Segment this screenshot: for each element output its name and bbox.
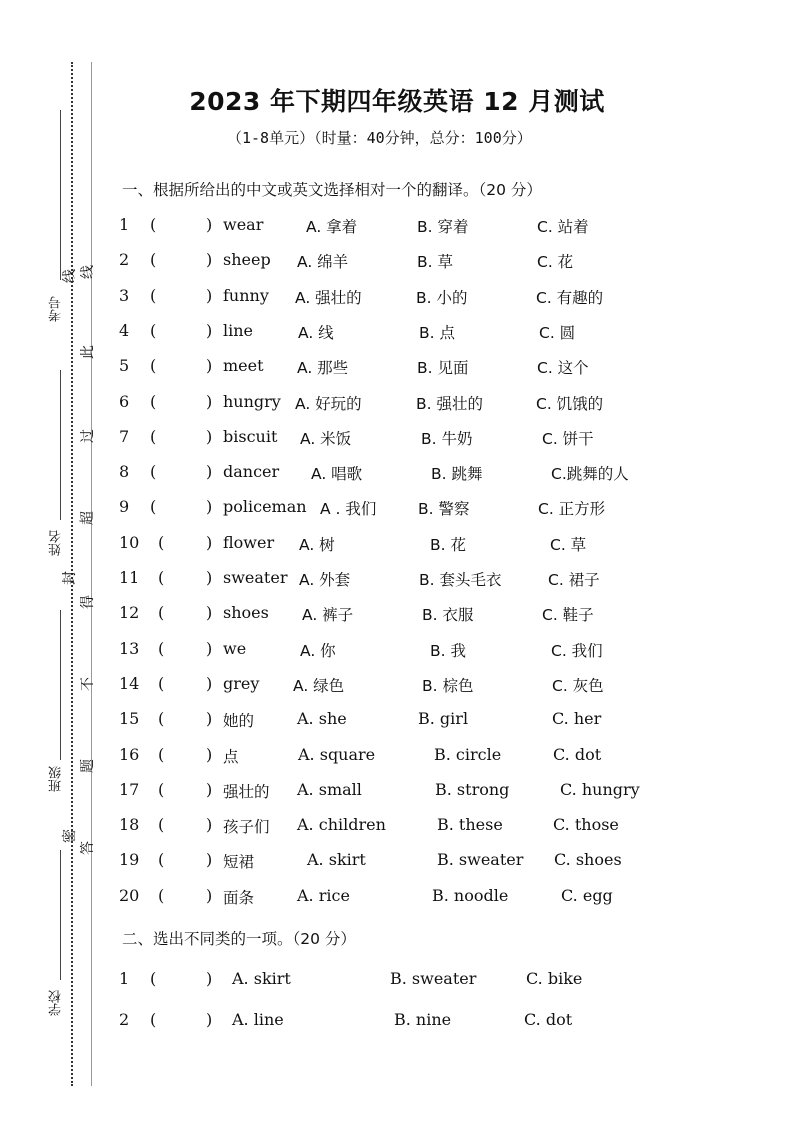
option-c: C. 正方形 [538, 500, 606, 519]
option-b: B. 草 [417, 253, 453, 272]
question-word: line [223, 320, 254, 340]
option-b: B. 小的 [416, 288, 468, 307]
answer-paren-close: ) [206, 497, 213, 517]
option-c: C. 站着 [537, 218, 589, 236]
question-word: we [223, 638, 247, 658]
school-blank-line [60, 850, 61, 980]
answer-paren-close: ) [206, 356, 213, 376]
option-c: C. those [553, 815, 619, 835]
question-word: funny [223, 285, 269, 305]
seal-text-char: 题 [80, 759, 96, 773]
option-c: C. 鞋子 [542, 606, 594, 625]
seal-secret-char: 密 [62, 829, 78, 843]
seal-text-char: 答 [80, 841, 96, 855]
question-word: 强壮的 [223, 782, 270, 801]
answer-paren-open: ( [150, 497, 157, 517]
seal-text-char: 得 [80, 595, 96, 609]
question-number: 2 [119, 250, 130, 270]
option-c: C. dot [553, 744, 602, 764]
answer-paren-open: ( [158, 673, 165, 693]
question-number: 11 [119, 568, 140, 587]
answer-paren-close: ) [206, 426, 213, 446]
option-c: C. 圆 [539, 323, 576, 342]
option-c: C. hungry [560, 779, 640, 799]
option-a: A. 绿色 [293, 676, 345, 695]
question-word: wear [223, 215, 264, 234]
question-number: 4 [119, 320, 130, 340]
question-number: 20 [119, 885, 140, 905]
option-c: C. egg [561, 885, 613, 905]
option-b: B. these [437, 815, 503, 835]
option-a: A. 你 [300, 641, 336, 660]
option-c: C.跳舞的人 [551, 465, 629, 484]
answer-paren-close: ) [206, 815, 213, 835]
answer-paren-open: ( [150, 215, 157, 234]
answer-paren-open: ( [158, 779, 165, 799]
option-a: A. 米饭 [300, 429, 352, 448]
question-number: 14 [119, 673, 140, 693]
option-a: A. skirt [232, 969, 291, 988]
question-number: 19 [119, 850, 140, 870]
answer-paren-close: ) [206, 320, 213, 340]
question-word: meet [223, 356, 264, 376]
option-c: C. 裙子 [548, 571, 600, 589]
option-a: A. 唱歌 [311, 465, 363, 484]
option-b: B. sweater [390, 969, 477, 988]
question-number: 18 [119, 815, 140, 835]
question-number: 13 [119, 638, 140, 658]
answer-paren-close: ) [206, 779, 213, 799]
option-a: A. she [297, 709, 347, 729]
answer-paren-close: ) [206, 744, 213, 764]
answer-paren-open: ( [158, 638, 165, 658]
answer-paren-close: ) [206, 850, 213, 870]
question-word: policeman [223, 497, 307, 517]
option-b: B. 警察 [418, 500, 470, 519]
option-a: A. 线 [298, 323, 334, 342]
answer-paren-open: ( [158, 885, 165, 905]
question-number: 1 [119, 215, 130, 234]
option-b: B. 跳舞 [431, 465, 483, 484]
question-word: shoes [223, 603, 269, 623]
exam-number-blank-line [60, 110, 61, 280]
question-number: 2 [119, 1010, 130, 1029]
option-a: A. 外套 [299, 571, 351, 589]
seal-text-char: 超 [80, 511, 96, 525]
section2-heading: 二、选出不同类的一项。（20 分） [122, 930, 356, 948]
option-a: A. square [298, 744, 376, 764]
option-c: C. 花 [537, 253, 574, 272]
option-c: C. 有趣的 [536, 288, 604, 307]
seal-text-char: 此 [80, 345, 96, 359]
option-c: C. 灰色 [552, 676, 604, 695]
question-number: 8 [119, 462, 130, 482]
answer-paren-close: ) [206, 1010, 213, 1029]
option-a: A. 好玩的 [295, 394, 362, 413]
answer-paren-close: ) [206, 532, 213, 552]
option-b: B. strong [435, 779, 510, 799]
answer-paren-open: ( [150, 285, 157, 305]
answer-paren-open: ( [158, 709, 165, 729]
name-label: 姓名 [49, 530, 64, 556]
question-word: grey [223, 673, 260, 693]
answer-paren-open: ( [158, 815, 165, 835]
seal-seal-char: 封 [62, 571, 78, 585]
answer-paren-open: ( [158, 744, 165, 764]
seal-text-char: 过 [80, 429, 96, 443]
question-number: 9 [119, 497, 130, 517]
question-number: 5 [119, 356, 130, 376]
answer-paren-close: ) [206, 603, 213, 623]
answer-paren-open: ( [150, 356, 157, 376]
question-number: 7 [119, 426, 130, 446]
option-c: C. 这个 [537, 359, 589, 378]
question-word: 她的 [223, 712, 255, 731]
answer-paren-open: ( [150, 969, 157, 988]
option-a: A. 树 [299, 535, 335, 554]
option-b: B. 衣服 [422, 606, 474, 625]
option-a: A. 那些 [297, 359, 349, 378]
answer-paren-close: ) [206, 568, 213, 587]
question-number: 10 [119, 532, 140, 552]
option-a: A . 我们 [320, 500, 377, 519]
answer-paren-open: ( [158, 532, 165, 552]
option-b: B. 见面 [417, 359, 469, 378]
option-a: A. children [297, 815, 386, 835]
option-c: C. shoes [554, 850, 622, 870]
option-c: C. 饼干 [542, 429, 594, 448]
option-b: B. circle [434, 744, 502, 764]
question-word: biscuit [223, 426, 278, 446]
question-number: 16 [119, 744, 140, 764]
question-word: 点 [223, 747, 239, 766]
answer-paren-open: ( [150, 426, 157, 446]
exam-number-label: 考号 [49, 296, 64, 322]
seal-text-char: 线 [80, 265, 96, 279]
seal-text-char: 不 [80, 677, 96, 691]
option-b: B. girl [418, 709, 469, 729]
question-word: dancer [223, 462, 280, 482]
option-c: C. 我们 [551, 641, 603, 660]
question-word: 孩子们 [223, 818, 270, 837]
option-b: B. 强壮的 [416, 394, 483, 413]
section1-heading: 一、根据所给出的中文或英文选择相对一个的翻译。（20 分） [122, 181, 542, 199]
option-b: B. noodle [432, 885, 509, 905]
option-a: A. 强壮的 [295, 288, 362, 307]
option-c: C. 草 [550, 535, 587, 554]
option-a: A. skirt [307, 850, 366, 870]
option-b: B. 棕色 [422, 676, 474, 695]
question-number: 1 [119, 969, 130, 988]
option-a: A. small [297, 779, 362, 799]
answer-paren-close: ) [206, 885, 213, 905]
answer-paren-open: ( [150, 320, 157, 340]
option-b: B. 牛奶 [421, 429, 473, 448]
page-title: 2023 年下期四年级英语 12 月测试 [189, 87, 605, 116]
option-c: C. 饥饿的 [536, 394, 604, 413]
option-b: B. 套头毛衣 [419, 571, 502, 589]
option-a: A. 裤子 [302, 606, 354, 625]
answer-paren-open: ( [158, 850, 165, 870]
option-a: A. 拿着 [306, 218, 358, 236]
answer-paren-close: ) [206, 250, 213, 270]
answer-paren-close: ) [206, 462, 213, 482]
class-label: 班级 [49, 766, 64, 792]
answer-paren-open: ( [158, 603, 165, 623]
question-word: sheep [223, 250, 271, 270]
option-a: A. 绵羊 [297, 253, 349, 272]
question-number: 17 [119, 779, 140, 799]
binding-solid-line [91, 62, 92, 1086]
page-subtitle: （1-8单元）（时量：40分钟，总分：100分） [227, 129, 532, 147]
answer-paren-close: ) [206, 638, 213, 658]
question-number: 3 [119, 285, 130, 305]
answer-paren-close: ) [206, 709, 213, 729]
answer-paren-open: ( [150, 1010, 157, 1029]
answer-paren-close: ) [206, 215, 213, 234]
option-b: B. 我 [430, 641, 466, 660]
option-b: B. nine [394, 1010, 452, 1029]
answer-paren-close: ) [206, 285, 213, 305]
question-word: flower [223, 532, 275, 552]
option-c: C. dot [524, 1010, 573, 1029]
question-word: 短裙 [223, 853, 255, 872]
question-number: 12 [119, 603, 140, 623]
option-b: B. 花 [430, 535, 466, 554]
school-label: 学校 [49, 990, 64, 1016]
name-blank-line [60, 370, 61, 520]
option-c: C. her [552, 709, 602, 729]
answer-paren-open: ( [150, 391, 157, 411]
question-word: hungry [223, 391, 281, 411]
option-b: B. 穿着 [417, 218, 469, 236]
question-word: 面条 [223, 888, 255, 907]
option-b: B. sweater [437, 850, 524, 870]
class-blank-line [60, 610, 61, 760]
question-word: sweater [223, 568, 288, 587]
option-b: B. 点 [419, 323, 455, 342]
answer-paren-open: ( [158, 568, 165, 587]
answer-paren-close: ) [206, 391, 213, 411]
answer-paren-close: ) [206, 969, 213, 988]
answer-paren-open: ( [150, 250, 157, 270]
question-number: 6 [119, 391, 130, 411]
option-a: A. line [232, 1010, 284, 1029]
answer-paren-close: ) [206, 673, 213, 693]
option-c: C. bike [526, 969, 583, 988]
seal-line-char: 线 [62, 269, 78, 283]
question-number: 15 [119, 709, 140, 729]
option-a: A. rice [297, 885, 350, 905]
answer-paren-open: ( [150, 462, 157, 482]
